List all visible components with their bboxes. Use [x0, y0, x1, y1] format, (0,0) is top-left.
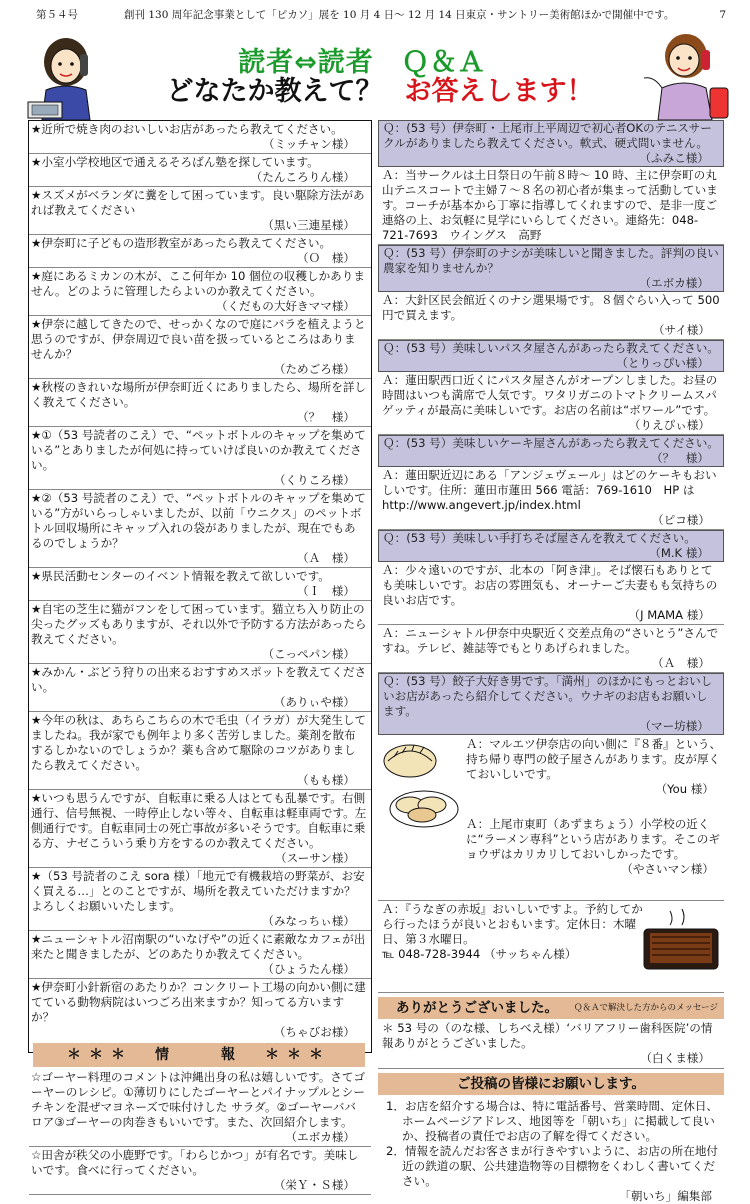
qa-answer-text: Ａ：大針区民会館近くのナシ選果場です。８個ぐらい入って 500 円で買えます。: [382, 293, 720, 322]
gyoza-answer-1-sig: （You 様）: [655, 782, 714, 796]
qa-answer: [378, 467, 724, 530]
qa-subtitle: [120, 76, 640, 108]
question-text: ★みかん・ぶどう狩りの出来るおすすめスポットを教えてください。: [31, 665, 367, 694]
unagi-answer-tel: ℡ 048-728-3944 （サッちゃん様）: [382, 947, 577, 961]
page-number: 7: [719, 9, 726, 21]
qa-answer: [378, 625, 724, 673]
qa-answer-text: Ａ：少々遠いのですが、北本の「阿き津」。そば懐石もありとても美味しいです。お店の雰囲気も、オーナーご夫妻もも気持ちの良いお店です。: [382, 563, 718, 607]
question-text: ★ニューシャトル沼南駅の“いなげや”の近くに素敵なカフェが出来たと聞きましたが、どのあたりか教えてください。: [31, 932, 366, 961]
question-text: ★伊奈町に子どもの造形教室があったら教えてください。: [31, 236, 332, 250]
qa-question-text: Ｑ：(53 号）美味しいケーキ屋さんがあったら教えてください。: [383, 436, 719, 450]
qa-answer-signature: （サイ様）: [652, 323, 710, 337]
question-text: ★伊奈に越してきたので、せっかくなので庭にバラを植えようと思うのですが、伊奈周辺で良い苗を扱っているところはありませんか？: [31, 317, 366, 361]
thanks-message-text: ＊ 53 号の（のな様、しちべえ様）‘バリアフリー歯科医院’の情報ありがとうございました。: [382, 1021, 713, 1050]
qa-answer: [378, 372, 724, 435]
request-body: [378, 1095, 724, 1204]
question-list: [29, 121, 371, 1041]
qa-answer-signature: （りえぴぃ様）: [628, 418, 710, 432]
qa-question: [378, 530, 724, 562]
question-entry: [29, 568, 371, 601]
question-text: ★小室小学校地区で通えるそろばん塾を探しています。: [31, 155, 319, 169]
qa-question-signature: （マー坊様）: [639, 719, 709, 733]
unagi-illustration: [640, 907, 722, 973]
top-bar: [36, 6, 726, 24]
question-text: ★秋桜のきれいな場所が伊奈町近くにありましたら、場所を詳しく教えてください。: [31, 380, 367, 409]
gyoza-answer-2: [466, 817, 722, 877]
question-text: ★②（53 号読者のこえ）で、“ペットボトルのキャップを集めている”方がいらっしゃいましたが、以前「ウニクス」のペットボトル回収場所にキャップ入れの袋がありましたが、現在でもあるのでしょうか？: [31, 491, 366, 550]
info-banner: ＊＊＊ 情 報 ＊＊＊: [33, 1043, 365, 1067]
qa-question-signature: （エボカ様）: [639, 276, 709, 290]
question-entry: [29, 316, 371, 379]
qa-question: [378, 673, 724, 735]
question-entry: [29, 868, 371, 931]
question-entry: [29, 490, 371, 568]
request-item-2: 2．情報を読んだお客さまが行きやすいように、お店の所在地付近の鉄道の駅、公共建造物等の目標物をくわしく書いてください。: [386, 1144, 719, 1188]
unagi-answer: [378, 901, 724, 993]
qa-question-signature: （ふみこ様）: [639, 151, 709, 165]
question-signature: （もも様）: [297, 773, 355, 787]
question-signature: （くりころ様）: [273, 473, 355, 487]
gyoza-answers: [378, 735, 724, 901]
question-text: ★自宅の芝生に猫がフンをして困っています。猫立ち入り防止の尖ったグッズもありますが、それ以外で予防する方法があったら教えてください。: [31, 602, 367, 646]
question-signature: （こっぺパン様）: [262, 647, 355, 661]
qa-answer-text: Ａ：ニューシャトル伊奈中央駅近く交差点角の“さいとう”さんですね。テレビ、雑誌等でもとりあげられました。: [382, 626, 719, 655]
question-signature: （ちゃびお様）: [273, 1025, 355, 1039]
question-text: ★（53 号読者のこえ sora 様）「地元で有機栽培の野菜が、お安く買える…」とのことですが、場所を教えていただけますか？ よろしくお願いいたします。: [31, 869, 368, 913]
question-entry: [29, 187, 371, 235]
question-signature: （ありぃや様）: [273, 695, 355, 709]
question-signature: （黒い三連星様）: [262, 218, 355, 232]
qa-title: 読者⇔読者 Ｑ＆Ａ: [238, 47, 486, 78]
question-signature: （みなっちぃ様）: [262, 914, 355, 928]
answers-column: [378, 120, 724, 1203]
question-text: ★今年の秋は、あちらこちらの木で毛虫（イラガ）が大発生してましたね。我が家でも例年より多く苦労しました。薬剤を散布するしかないのでしょうか？薬も含めて駆除のコツがありましたら教えてください。: [31, 713, 367, 772]
gyoza-answer-1-text: Ａ：マルエツ伊奈店の向い側に『８番』という、持ち帰り専門の餃子屋さんがあります。皮が厚くておいしいです。: [466, 737, 722, 781]
gyoza-answer-1: [466, 737, 722, 797]
issue-number: 第５４号: [36, 9, 78, 21]
qa-question-text: Ｑ：(53 号）餃子大好き男です。「満州」のほかにもっとおいしいお店があったら紹介してください。ウナギのお店もお願いします。: [383, 674, 713, 718]
thanks-message-sig: （白くま様）: [640, 1051, 710, 1065]
question-text: ★いつも思うんですが、自転車に乗る人はとても乱暴です。右側通行、信号無視、一時停止しない等々、自転車は軽車両です。左側通行です。自転車同士の死亡事故が多いそうです。自転車に乗る方、ナゼこういう乗り方をするのか教えてください。: [31, 791, 367, 850]
question-signature: （たんころりん様）: [250, 170, 355, 184]
question-text: ★庭にあるミカンの木が、ここ何年か 10 個位の収穫しかありません。どのように管理したらよいのか教えてください。: [31, 269, 365, 298]
question-signature: （？ 様）: [297, 410, 355, 424]
question-entry: [29, 712, 371, 790]
question-text: ★県民活動センターのイベント情報を教えて欲しいです。: [31, 569, 330, 583]
qa-answer-text: Ａ：蓮田駅近辺にある「アンジェヴェール」はどのケーキもおいしいです。住所：蓮田市蓮田 566 電話：769-1610 HP は http://www.angevert.jp/index.html: [382, 468, 717, 512]
question-signature: （Ｉ 様）: [297, 584, 355, 598]
qa-question-text: Ｑ：(53 号）美味しい手打ちそば屋さんを教えてください。: [383, 531, 696, 545]
question-entry: [29, 601, 371, 664]
qa-answer: [378, 292, 724, 340]
qa-answer-text: Ａ：蓮田駅西口近くにパスタ屋さんがオープンしました。お昼の時間はいつも満席で人気です。ワタリガニのトマトクリームスパゲッティが最高に美味しいです。お店の名前は“ボワール”です。: [382, 373, 718, 417]
qa-question-text: Ｑ：(53 号）美味しいパスタ屋さんがあったら教えてください。: [383, 341, 719, 355]
qa-answer: [378, 167, 724, 245]
question-entry: [29, 664, 371, 712]
qa-question-signature: （M.K 様）: [649, 546, 709, 560]
unagi-answer-text: Ａ：『うなぎの赤坂』おいしいですよ。予約してから行ったほうが良いとおもいます。定休日：木曜日、第３水曜日。: [382, 902, 643, 946]
qa-question-text: Ｑ：(53 号）伊奈町・上尾市上平周辺で初心者OKのテニスサークルがありましたら教えてください。軟式、硬式問いません。: [383, 121, 712, 150]
question-entry: [29, 379, 371, 427]
editor-credit: 「朝いち」編集部: [619, 1189, 712, 1203]
question-entry: [29, 979, 371, 1041]
qa-question: [378, 245, 724, 292]
qa-question: [378, 120, 724, 167]
gyoza-illustration: [380, 739, 462, 835]
qa-question-text: Ｑ：(53 号）伊奈町のナシが美味しいと聞きました。評判の良い農家を知りませんか？: [383, 246, 719, 275]
qa-question: [378, 340, 724, 372]
qa-answer-signature: （J MAMA 様）: [628, 608, 710, 622]
qa-answer-text: Ａ：当サークルは土日祭日の午前８時～ 10 時、主に伊奈町の丸山テニスコートで主婦７～８名の初心者が集まって活動しています。コーチが基本から丁寧に指導してくれますので、是非一度ご連絡の上、お気軽に見学にいらしてください。連絡先：048-721-7693 ウイングス 高野: [382, 168, 718, 242]
qa-answer: [378, 562, 724, 625]
question-signature: （くだもの大好きママ様）: [215, 299, 355, 313]
info-signature: （エボカ様）: [285, 1130, 355, 1144]
question-entry: [29, 931, 371, 979]
question-entry: [29, 790, 371, 868]
question-signature: （ひょうたん様）: [262, 962, 355, 976]
info-entry: [29, 1147, 371, 1195]
question-entry: [29, 427, 371, 490]
thanks-banner: [378, 997, 724, 1019]
request-banner: ご投稿の皆様にお願いします。: [378, 1073, 724, 1095]
question-text: ★伊奈町小針新宿のあたりか？コンクリート工場の向かい側に建てている動物病院はいつごろ出来ますか？知ってる方いますか？: [31, 980, 366, 1024]
request-item-1: 1．お店を紹介する場合は、特に電話番号、営業時間、定休日、ホームページアドレス、地図等を「朝いち」に掲載して良いか、投稿者の責任でお店の了解を得てください。: [386, 1099, 719, 1143]
gyoza-answer-2-sig: （やさいマン様）: [621, 862, 714, 876]
info-entry: [29, 1069, 371, 1147]
question-signature: （スーサン様）: [275, 851, 355, 865]
qa-question-signature: （とりっぴい様）: [616, 356, 709, 370]
info-text: ☆田舎が秩父の小鹿野です。「わらじかつ」が有名です。美味しいです。食べに行ってください。: [31, 1148, 359, 1177]
info-text: ☆ゴーヤー料理のコメントは沖縄出身の私は嬉しいです。さてゴーヤーのレシピ。①薄切りにしたゴーヤーとパイナップルとシーチキンを混ぜマヨネーズで味付けした サラダ。②ゴーヤーババロア③ゴーヤーの肉巻きもいいです。また、次回紹介します。: [31, 1070, 366, 1129]
info-signature: （栄Ｙ・Ｓ様）: [273, 1178, 355, 1192]
info-list: [29, 1069, 371, 1195]
question-text: ★近所で焼き肉のおいしいお店があったら教えてください。: [31, 122, 343, 136]
subtitle-ask: どなたか教えて？: [166, 76, 383, 107]
question-text: ★①（53 号読者のこえ）で、“ペットボトルのキャップを集めている”とありましたが何処に持っていけば良いのか教えてください。: [31, 428, 366, 472]
question-entry: [29, 154, 371, 187]
qa-question: [378, 435, 724, 467]
thanks-title: ありがとうございました。: [396, 1000, 558, 1016]
question-text: ★スズメがベランダに糞をして困っています。良い駆除方法があれば教えてください: [31, 188, 365, 217]
question-entry: [29, 235, 371, 268]
qa-answer-signature: （ピコ様）: [652, 513, 710, 527]
thanks-message: [378, 1019, 724, 1069]
thanks-subtitle: Ｑ＆Ａで解決した方からのメッセージ: [574, 1003, 718, 1013]
qa-list: [378, 120, 724, 735]
announcement: 創刊 130 周年記念事業として「ピカソ」展を 10 月 4 日～ 12 月 14 日東京・サントリー美術館ほかで開催中です。: [124, 9, 675, 21]
question-entry: [29, 268, 371, 316]
subtitle-answer: お答えします！: [404, 76, 594, 107]
question-signature: （Ａ 様）: [297, 551, 355, 565]
unagi-answer-text-block: [382, 902, 644, 962]
question-entry: [29, 121, 371, 154]
gyoza-answer-2-text: Ａ：上尾市東町（あずまちょう）小学校の近くに“ラーメン専科”という店があります。そこのギョウザはカリカリしておいしかったです。: [466, 817, 720, 861]
phone-woman-right-illustration: [640, 26, 730, 120]
question-signature: （Ｏ 様）: [297, 251, 355, 265]
qa-question-signature: （？ 様）: [651, 451, 709, 465]
phone-woman-left-illustration: [24, 32, 114, 120]
qa-header: [24, 24, 724, 120]
question-signature: （ミッチャン様）: [262, 137, 355, 151]
question-signature: （ためごろ様）: [273, 362, 355, 376]
questions-column: [28, 120, 372, 1192]
qa-answer-signature: （Ａ 様）: [652, 656, 710, 670]
